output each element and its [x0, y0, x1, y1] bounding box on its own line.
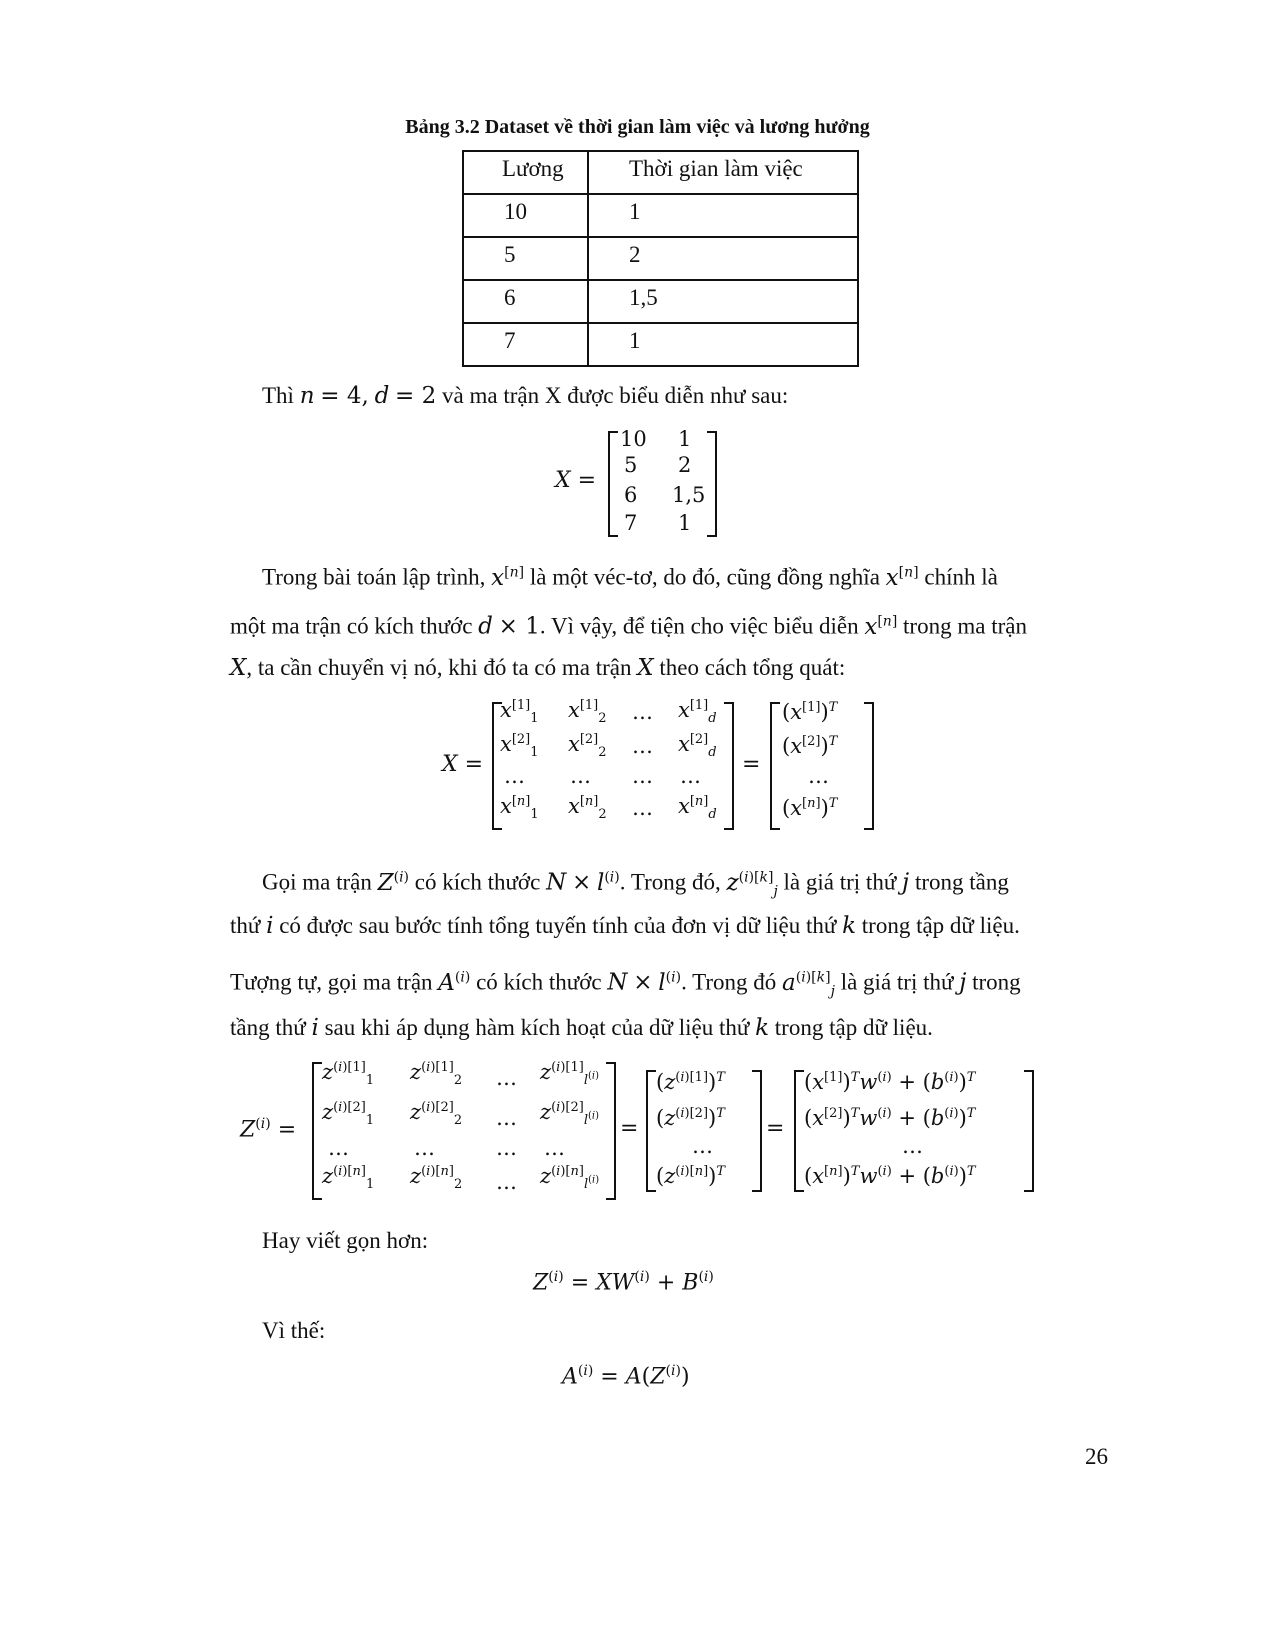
math-inline: n [299, 383, 315, 409]
text-run: , ta cần chuyển vị nó, khi đó ta có ma trận [246, 655, 632, 680]
text-run: Trong bài toán lập trình, [262, 564, 486, 590]
text-run: Gọi ma trận [262, 869, 372, 895]
table-row [463, 280, 858, 323]
matrix-cell: 2 [678, 453, 692, 477]
table-cell: 6 [463, 280, 588, 323]
text-run: . Trong đó [681, 969, 777, 995]
table-cell: 1 [588, 323, 858, 366]
matrix-cell: 1 [678, 511, 692, 535]
matrix-cell: 1 [678, 427, 692, 451]
matrix-linear-combination: $(x[1])^Tw^{(i)} + (b^{(i)})^T$ $(x[2])^Tw^{(i)} + (b^{(i)})^T$ … $(x[n])^Tw^{(i)} + (b^{(i)})^T$ [794, 1070, 1034, 1192]
paragraph: Hay viết gọn hơn: [262, 1228, 429, 1253]
equals-sign: = [766, 1116, 785, 1141]
equals-sign: = [620, 1116, 639, 1141]
equals-sign: = [742, 752, 761, 777]
table-cell: 2 [588, 237, 858, 280]
matrix-x-general: $x[1]_1$ $x[1]_2$ … $x[1]_d$ $x[2]_1$ $x[2]_2$ … $x[2]_d$ … … … … $x[n]_1$ $x[n]_2$ … $x[n]_d$ [492, 702, 734, 830]
text-run: tầng thứ [230, 1015, 306, 1040]
page-number: 26 [1085, 1444, 1108, 1469]
text-run: Tượng tự, gọi ma trận [230, 969, 433, 995]
text-run: có được sau bước tính tổng tuyến tính của đơn vị dữ liệu thứ [279, 913, 837, 938]
equation-z: $Z^{(i)} = XW^{(i)} + B^{(i)}$ [533, 1269, 714, 1296]
text-run: theo cách tổng quát: [659, 655, 846, 680]
paragraph: Gọi ma trận $Z^{(i)}$ có kích thước $N \times l^{(i)}$. Trong đó, $z^{(i)[k]}_j$ là giá trị thứ j trong tầng [262, 869, 1009, 900]
table-cell: 7 [463, 323, 588, 366]
matrix-x-transpose: $(x[1])^T$ $(x[2])^T$ … $(x[n])^T$ [770, 702, 874, 830]
text-run: trong tập dữ liệu. [774, 1015, 933, 1040]
matrix-z-transpose: $(z^{(i)[1]})^T$ $(z^{(i)[2]})^T$ … $(z^{(i)[n]})^T$ [646, 1070, 762, 1192]
text-run: trong tập dữ liệu. [861, 913, 1020, 938]
header-cell: Thời gian làm việc [588, 151, 858, 194]
text-run: có kích thước [414, 869, 541, 895]
paragraph: Tượng tự, gọi ma trận $A^{(i)}$ có kích thước $N \times l^{(i)}$. Trong đó $a^{(i)[k]}_j$ là giá trị thứ j trong [230, 969, 1021, 1000]
paragraph: Vì thế: [262, 1318, 326, 1343]
table-row [463, 323, 858, 366]
text-run: là giá trị thứ [840, 969, 954, 995]
table-header-row [463, 151, 858, 194]
matrix-cell: 10 [620, 427, 647, 451]
math-z-label: $Z^{(i)}$ = [240, 1116, 297, 1143]
paragraph: Thì n = 4, d = 2 và ma trận X được biểu diễn như sau: [262, 383, 789, 409]
text-run: là một véc-tơ, do đó, cũng đồng nghĩa [529, 564, 880, 590]
dataset-table [462, 150, 859, 367]
text-run: trong ma trận [903, 613, 1027, 639]
text-run: trong tầng [914, 869, 1009, 895]
table-cell: 5 [463, 237, 588, 280]
table-cell: 1 [588, 194, 858, 237]
table-row [463, 237, 858, 280]
text-run: Thì [262, 383, 294, 408]
paragraph: thứ i có được sau bước tính tổng tuyến tính của đơn vị dữ liệu thứ k trong tập dữ liệu. [230, 913, 1020, 939]
text-run: . Vì vậy, để tiện cho việc biểu diễn [539, 613, 859, 639]
text-run: và ma trận X được biểu diễn như sau: [442, 383, 789, 408]
text-run: có kích thước [476, 969, 602, 995]
text-run: sau khi áp dụng hàm kích hoạt của dữ liệu thứ [324, 1015, 750, 1040]
header-cell: Lương [463, 151, 588, 194]
matrix-cell: 6 [624, 483, 638, 507]
matrix-cell: 1,5 [672, 483, 706, 507]
table-cell: 10 [463, 194, 588, 237]
text-run: một ma trận có kích thước [230, 613, 473, 639]
matrix-z: $z^{(i)[1]}_1$ $z^{(i)[1]}_2$ … $z^{(i)[1]}_{l^{(i)}}$ $z^{(i)[2]}_1$ $z^{(i)[2]}_2$ … $z^{(i)[2]}_{l^{(i)}}$ … … … … $z^{(i)[n]}_1$ $z^{(i)[n]}_2$ … $z^{(i)[n]}_{l^{(i)}}$ [312, 1062, 616, 1200]
math-x-label: X = [555, 468, 597, 493]
math-x-label: X = [442, 752, 484, 777]
paragraph: Trong bài toán lập trình, x[n] là một véc-tơ, do đó, cũng đồng nghĩa x[n] chính là [262, 564, 998, 591]
text-run: . Trong đó, [619, 869, 721, 895]
text-run: thứ [230, 913, 261, 938]
table-caption: Bảng 3.2 Dataset về thời gian làm việc và lương hưởng [405, 116, 870, 138]
text-run: trong [972, 969, 1021, 995]
matrix-cell: 5 [624, 453, 638, 477]
text-run: là giá trị thứ [783, 869, 897, 895]
text-run: chính là [924, 564, 998, 590]
matrix-x [608, 427, 717, 537]
paragraph: một ma trận có kích thước d × 1. Vì vậy, để tiện cho việc biểu diễn x[n] trong ma trận [230, 613, 1027, 640]
table-cell: 1,5 [588, 280, 858, 323]
paragraph: X, ta cần chuyển vị nó, khi đó ta có ma trận X theo cách tổng quát: [230, 655, 846, 681]
matrix-cell: 7 [624, 511, 638, 535]
paragraph: tầng thứ i sau khi áp dụng hàm kích hoạt của dữ liệu thứ k trong tập dữ liệu. [230, 1015, 933, 1041]
table-row [463, 194, 858, 237]
equation-a: $A^{(i)} = A(Z^{(i)})$ [562, 1363, 690, 1390]
